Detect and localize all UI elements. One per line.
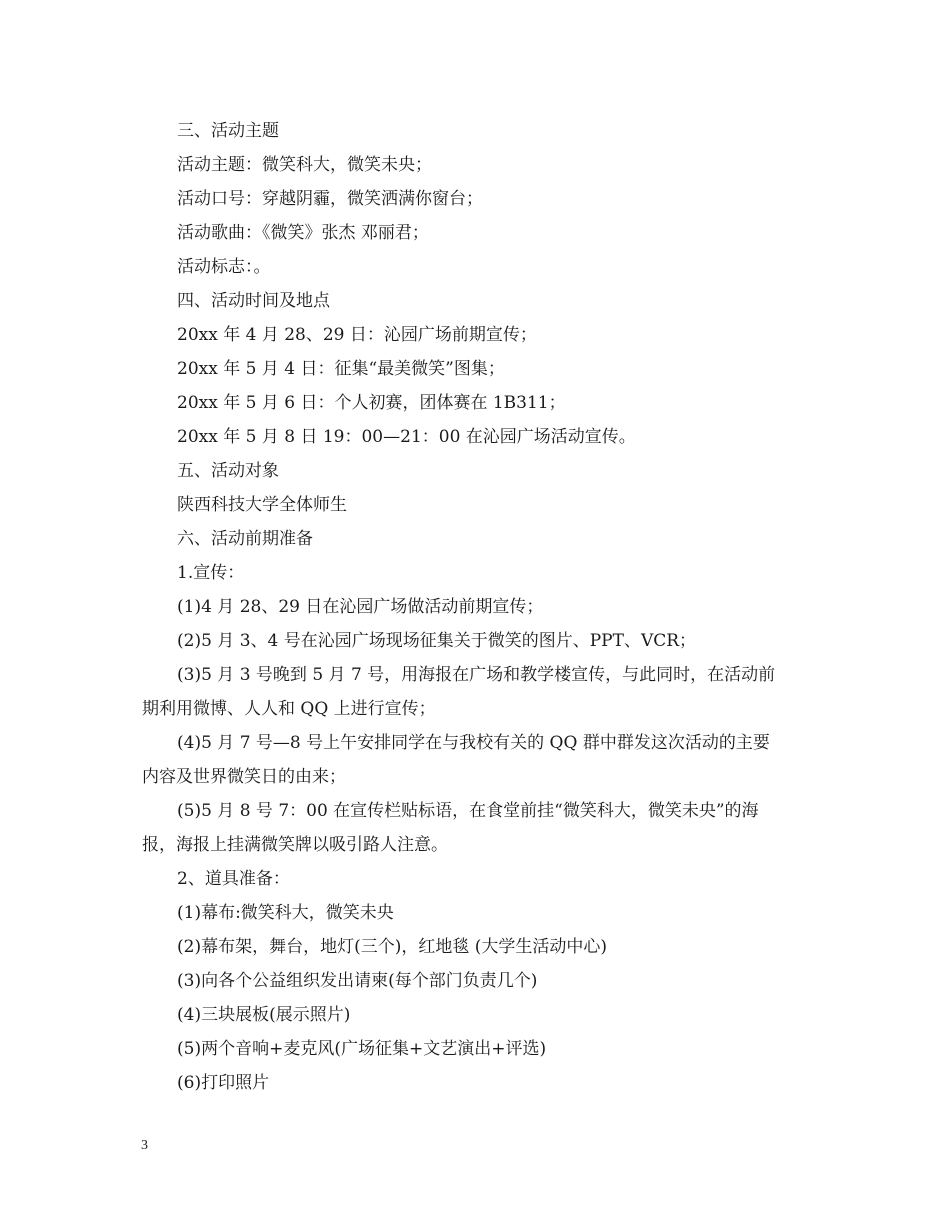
page-number: 3: [141, 1138, 148, 1153]
paragraph-line: 陕西科技大学全体师生: [177, 495, 347, 515]
paragraph-line: 20xx 年 5 月 8 日 19：00—21：00 在沁园广场活动宣传。: [177, 427, 636, 447]
paragraph-line: 活动主题：微笑科大，微笑未央；: [177, 155, 432, 175]
paragraph-line: 20xx 年 5 月 4 日：征集“最美微笑”图集；: [177, 359, 505, 379]
section-heading: 五、活动对象: [177, 461, 279, 481]
paragraph-line: (1)幕布:微笑科大，微笑未央: [177, 903, 394, 923]
paragraph-line: (3)向各个公益组织发出请柬(每个部门负责几个): [177, 971, 538, 991]
paragraph-line: (4)三块展板(展示照片): [177, 1005, 351, 1025]
paragraph-line: 活动口号：穿越阴霾，微笑洒满你窗台；: [177, 189, 483, 209]
document-body: [142, 114, 822, 1100]
section-heading: 六、活动前期准备: [177, 529, 313, 549]
section-heading: 四、活动时间及地点: [177, 291, 330, 311]
paragraph-line: (5)两个音响+麦克风(广场征集+文艺演出+评选): [177, 1039, 547, 1059]
paragraph-line: 活动标志：。: [177, 257, 271, 277]
paragraph-line: (4)5 月 7 号—8 号上午安排同学在与我校有关的 QQ 群中群发这次活动的主要: [177, 733, 770, 753]
paragraph-line: 报，海报上挂满微笑牌以吸引路人注意。: [142, 835, 448, 855]
section-heading: 三、活动主题: [177, 121, 279, 141]
paragraph-line: 活动歌曲：《微笑》张杰 邓丽君；: [177, 223, 429, 243]
paragraph-line: (2)幕布架，舞台，地灯(三个)，红地毯 (大学生活动中心): [177, 937, 608, 957]
paragraph-line: (1)4 月 28、29 日在沁园广场做活动前期宣传；: [177, 597, 544, 617]
paragraph-line: 1.宣传：: [177, 563, 245, 583]
paragraph-line: (3)5 月 3 号晚到 5 月 7 号，用海报在广场和教学楼宣传，与此同时，在活动前: [177, 665, 776, 685]
paragraph-line: 20xx 年 4 月 28、29 日：沁园广场前期宣传；: [177, 325, 537, 345]
paragraph-line: 20xx 年 5 月 6 日：个人初赛，团体赛在 1B311；: [177, 393, 566, 413]
paragraph-line: 2、道具准备：: [177, 869, 290, 889]
paragraph-line: 内容及世界微笑日的由来；: [142, 767, 346, 787]
paragraph-line: (2)5 月 3、4 号在沁园广场现场征集关于微笑的图片、PPT、VCR；: [177, 631, 697, 651]
paragraph-line: (6)打印照片: [177, 1073, 270, 1093]
paragraph-line: (5)5 月 8 号 7：00 在宣传栏贴标语，在食堂前挂“微笑科大，微笑未央”的海: [177, 801, 759, 821]
paragraph-line: 期利用微博、人人和 QQ 上进行宣传；: [142, 699, 436, 719]
